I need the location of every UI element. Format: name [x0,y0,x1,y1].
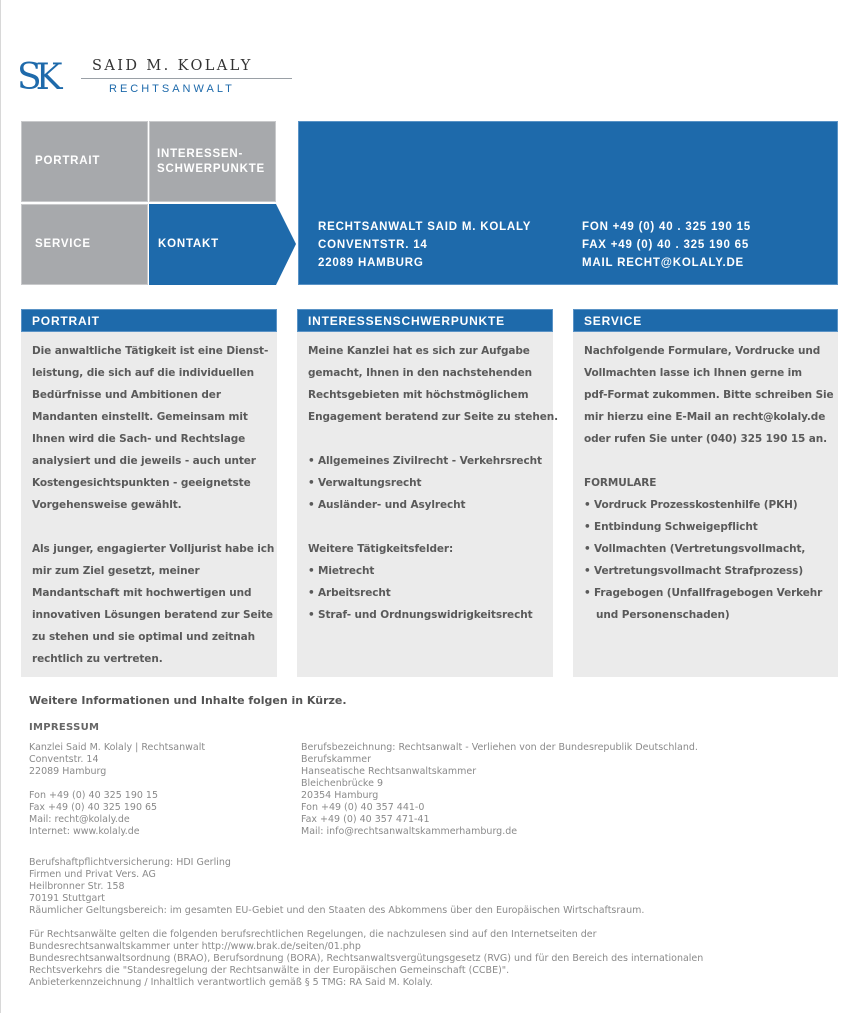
interessen-further-item: • Mietrecht [308,560,543,582]
impressum-line: Räumlicher Geltungsbereich: im gesamten EU-Gebiet und den Staaten des Abkommens über den Europäischen Wirtschaftsraum. [29,905,645,916]
impressum-line [29,778,205,790]
service-title: SERVICE [573,309,838,332]
impressum-line: Rechtsverkehrs die "Standesregelung der Rechtsanwälte in der Europäischen Gemeinschaft (CCBE)". [29,965,510,976]
interessen-further-item: • Arbeitsrecht [308,582,543,604]
impressum-website[interactable]: Internet: www.kolaly.de [29,826,140,837]
service-form-item[interactable]: • Vordruck Prozesskostenhilfe (PKH) [584,494,828,516]
impressum-line: Berufsbezeichnung: Rechtsanwalt - Verliehen von der Bundesrepublik Deutschland. [301,742,698,753]
impressum-brak-link[interactable]: Bundesrechtsanwaltskammer unter http://www.brak.de/seiten/01.php [29,941,361,952]
page-left-rule [0,0,1,1013]
impressum-line: 22089 Hamburg [29,766,107,777]
nav-service-label: SERVICE [35,238,91,250]
contact-phone: FON +49 (0) 40 . 325 190 15 [582,221,751,233]
logo-divider [81,78,292,79]
interessen-list-item: • Ausländer- und Asylrecht [308,494,543,516]
impressum-title: IMPRESSUM [29,722,100,733]
service-forms-label: FORMULARE [584,477,657,489]
logo-mark: SK [17,57,57,98]
contact-name: RECHTSANWALT SAID M. KOLALY [318,221,532,233]
impressum-line: Bleichenbrücke 9 [301,778,384,789]
nav-kontakt-label: KONTAKT [158,238,219,250]
impressum-line: Berufskammer [301,754,371,765]
service-intro-line: Vollmachten lasse ich Ihnen gerne im [584,367,802,379]
main-nav [21,121,277,285]
interessen-intro-line: Meine Kanzlei hat es sich zur Aufgabe [308,345,530,357]
portrait-title: PORTRAIT [21,309,277,332]
portrait-line: innovativen Lösungen beratend zur Seite [32,609,273,621]
nav-portrait-label: PORTRAIT [35,155,101,167]
portrait-line: leistung, die sich auf die individuellen [32,367,255,379]
logo[interactable] [17,58,297,106]
nav-portrait[interactable] [21,121,148,202]
impressum-right [301,742,698,838]
impressum-line: 70191 Stuttgart [29,893,105,904]
interessen-further-item: • Straf- und Ordnungswidrigkeitsrecht [308,604,543,626]
contact-fax: FAX +49 (0) 40 . 325 190 65 [582,239,750,251]
portrait-line: rechtlich zu vertreten. [32,653,163,665]
interessen-section [297,309,558,677]
nav-service[interactable] [21,204,148,285]
impressum-line: Hanseatische Rechtsanwaltskammer [301,766,477,777]
portrait-section [21,309,277,677]
portrait-line: Vorgehensweise gewählt. [32,499,182,511]
interessen-title: INTERESSENSCHWERPUNKTE [297,309,553,332]
service-section [573,309,838,677]
portrait-line: Ihnen wird die Sach- und Rechtslage [32,433,246,445]
service-body [573,332,838,626]
service-form-item[interactable]: • Fragebogen (Unfallfragebogen Verkehr [584,582,828,604]
interessen-body [297,332,558,626]
impressum-line: Conventstr. 14 [29,754,99,765]
portrait-line: analysiert und die jeweils - auch unter [32,455,256,467]
impressum-line: Heilbronner Str. 158 [29,881,125,892]
service-form-item[interactable]: • Entbindung Schweigepflicht [584,516,828,538]
nav-interessen-line1: INTERESSEN- [157,147,244,160]
nav-interessen-line2: SCHWERPUNKTE [157,162,265,175]
contact-street: CONVENTSTR. 14 [318,239,428,251]
service-intro-line: mir hierzu eine E-Mail an recht@kolaly.de [584,411,826,423]
impressum-bottom [29,857,703,989]
impressum-line: Fon +49 (0) 40 325 190 15 [29,790,159,801]
portrait-line: mir zum Ziel gesetzt, meiner [32,565,200,577]
portrait-line: Kostengesichtspunkten - geeignetste [32,477,251,489]
interessen-further-label: Weitere Tätigkeitsfelder: [308,543,454,555]
nav-interessen-label [157,147,265,177]
impressum-left [29,742,205,838]
impressum-line: Fon +49 (0) 40 357 441-0 [301,802,425,813]
impressum-line [29,917,703,929]
contact-address [318,218,531,272]
interessen-list-item: • Verwaltungsrecht [308,472,543,494]
portrait-line: Mandantschaft mit hochwertigen und [32,587,252,599]
service-intro-line: oder rufen Sie unter (040) 325 190 15 an. [584,433,828,445]
interessen-list-item: • Allgemeines Zivilrecht - Verkehrsrecht [308,450,543,472]
contact-mail[interactable]: MAIL RECHT@KOLALY.DE [582,257,745,269]
nav-interessenschwerpunkte[interactable] [149,121,276,202]
interessen-intro-line: gemacht, Ihnen in den nachstehenden [308,367,532,379]
contact-numbers [582,218,751,272]
contact-city: 22089 HAMBURG [318,257,424,269]
portrait-body [21,332,277,670]
service-form-item[interactable]: • Vollmachten (Vertretungsvollmacht, [584,538,828,560]
logo-name: SAID M. KOLALY [92,58,253,74]
more-info-note: Weitere Informationen und Inhalte folgen in Kürze. [29,694,347,707]
interessen-intro-line: Rechtsgebieten mit höchstmöglichem [308,389,529,401]
service-form-item[interactable]: • Vertretungsvollmacht Strafprozess) [584,560,828,582]
portrait-line: zu stehen und sie optimal und zeitnah [32,631,256,643]
service-intro-line: Nachfolgende Formulare, Vordrucke und [584,345,821,357]
contact-panel [298,121,838,285]
service-intro-line: pdf-Format zukommen. Bitte schreiben Sie [584,389,834,401]
portrait-line: Als junger, engagierter Volljurist habe ich [32,543,275,555]
logo-subtitle: RECHTSANWALT [109,83,235,95]
impressum-line: Firmen und Privat Vers. AG [29,869,156,880]
portrait-line: Bedürfnisse und Ambitionen der [32,389,221,401]
impressum-line: 20354 Hamburg [301,790,379,801]
impressum-mail[interactable]: Mail: recht@kolaly.de [29,814,130,825]
service-form-item-continued[interactable]: und Personenschaden) [596,609,730,621]
impressum-line: Anbieterkennzeichnung / Inhaltlich verantwortlich gemäß § 5 TMG: RA Said M. Kolaly. [29,977,433,988]
nav-active-arrow [276,204,296,285]
impressum-line: Kanzlei Said M. Kolaly | Rechtsanwalt [29,742,206,753]
impressum-line: Bundesrechtsanwaltsordnung (BRAO), Berufsordnung (BORA), Rechtsanwaltsvergütungsgesetz (RVG) und für den Bereich des internationalen [29,953,704,964]
interessen-intro-line: Engagement beratend zur Seite zu stehen. [308,411,558,423]
impressum-line: Berufshaftpflichtversicherung: HDI Gerling [29,857,231,868]
portrait-line: Mandanten einstellt. Gemeinsam mit [32,411,248,423]
nav-kontakt[interactable] [149,204,276,285]
impressum-line: Fax +49 (0) 40 357 471-41 [301,814,430,825]
impressum-line: Fax +49 (0) 40 325 190 65 [29,802,158,813]
impressum-line: Für Rechtsanwälte gelten die folgenden berufsrechtlichen Regelungen, die nachzulesen sind auf den Internetseiten der [29,929,597,940]
impressum-chamber-mail[interactable]: Mail: info@rechtsanwaltskammerhamburg.de [301,826,518,837]
portrait-line: Die anwaltliche Tätigkeit ist eine Dienst- [32,345,269,357]
